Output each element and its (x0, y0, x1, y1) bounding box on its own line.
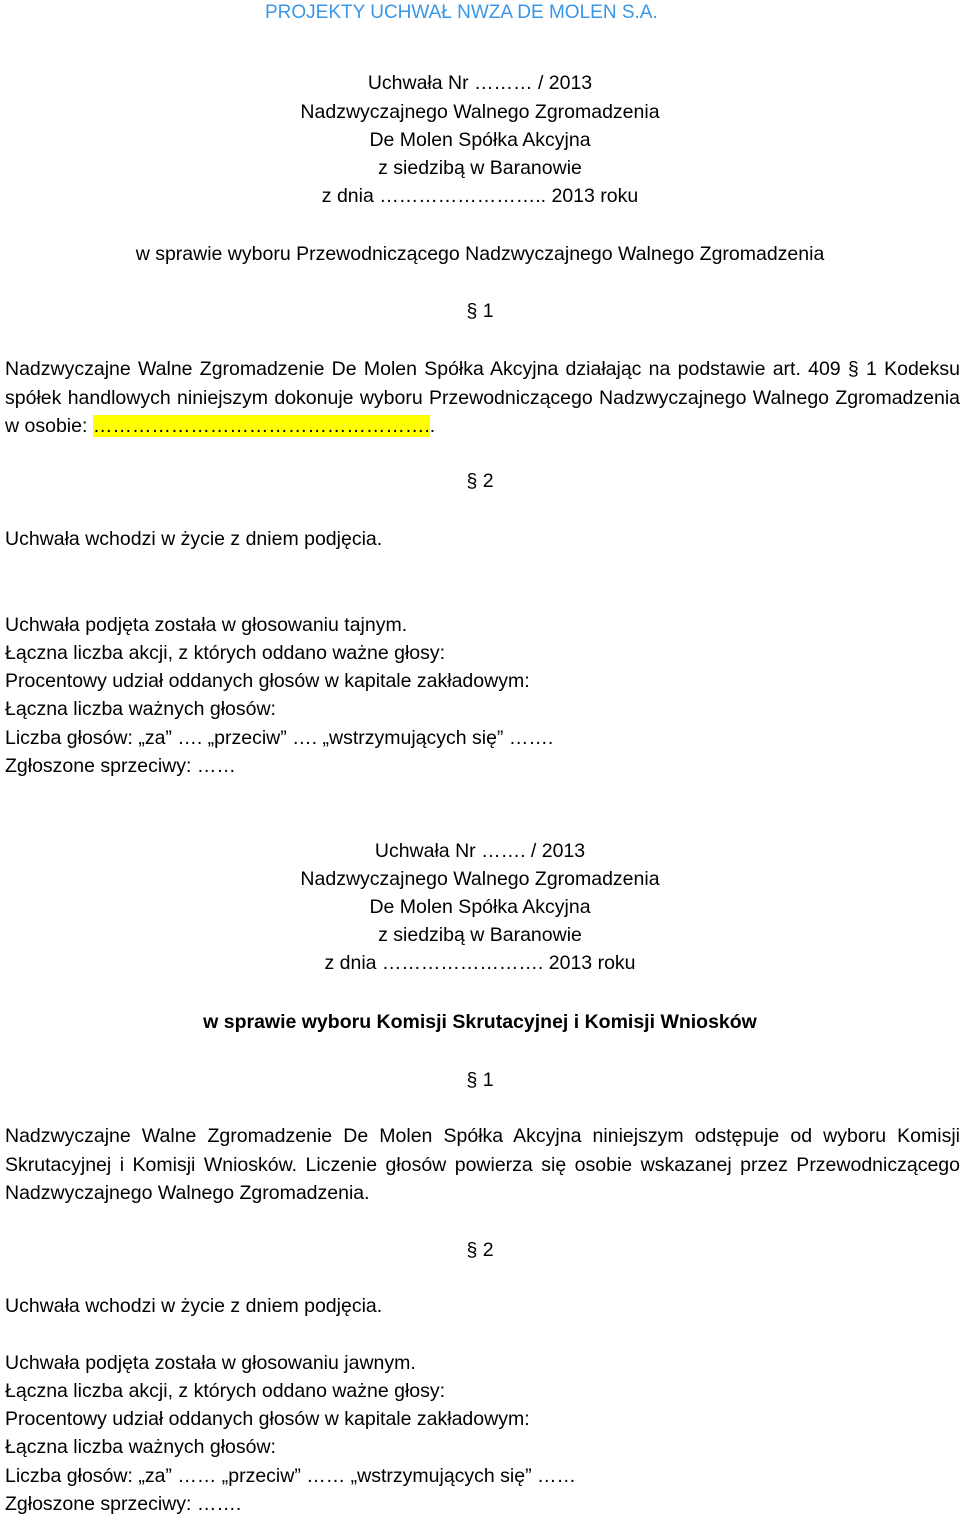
voting-mode: Uchwała podjęta została w głosowaniu tajnym. (5, 614, 408, 636)
vote-counts: Liczba głosów: „za” …… „przeciw” …… „wstrzymujących się” …… (5, 1465, 577, 1487)
resolution-2-number: Uchwała Nr ……. / 2013 (374, 840, 586, 862)
resolution-1-section-1-label: § 1 (466, 300, 494, 322)
total-shares: Łączna liczba akcji, z których oddano ważne głosy: (5, 1380, 446, 1402)
valid-votes: Łączna liczba ważnych głosów: (5, 698, 276, 720)
resolution-1-section-1-body: Nadzwyczajne Walne Zgromadzenie De Molen Spółka Akcyjna działając na podstawie art. 409 § 1 Kodeksu spółek handlowych niniejszym dokonuje wyboru Przewodniczącego Nadzwyczajnego Walnego Zgromadzenia w osobie: (5, 358, 960, 437)
resolution-2-section-1-text: Nadzwyczajne Walne Zgromadzenie De Molen Spółka Akcyjna niniejszym odstępuje od wyboru Komisji Skrutacyjnej i Komisji Wniosków. Liczenie głosów powierza się osobie wskazanej przez Przewodniczącego Nadzwyczajnego Walnego Zgromadzenia. (5, 1125, 960, 1204)
valid-votes: Łączna liczba ważnych głosów: (5, 1436, 276, 1458)
resolution-2-body: Nadzwyczajnego Walnego Zgromadzenia (300, 868, 660, 890)
resolution-1-seat: z siedzibą w Baranowie (378, 157, 582, 179)
resolution-2-seat: z siedzibą w Baranowie (378, 924, 582, 946)
resolution-1-company: De Molen Spółka Akcyjna (369, 129, 591, 151)
page-title: PROJEKTY UCHWAŁ NWZA DE MOLEN S.A. (265, 2, 658, 23)
resolution-2-subject: w sprawie wyboru Komisji Skrutacyjnej i Komisji Wniosków (203, 1011, 757, 1033)
resolution-2-section-2-label: § 2 (466, 1239, 494, 1261)
resolution-1-subject: w sprawie wyboru Przewodniczącego Nadzwyczajnego Walnego Zgromadzenia (135, 243, 825, 265)
resolution-2-company: De Molen Spółka Akcyjna (369, 896, 591, 918)
objections: Zgłoszone sprzeciwy: …… (5, 755, 236, 777)
resolution-2-date: z dnia ……………………. 2013 roku (324, 952, 636, 974)
resolution-1-section-2-label: § 2 (466, 470, 494, 492)
capital-percentage: Procentowy udział oddanych głosów w kapitale zakładowym: (5, 1408, 530, 1430)
resolution-2-section-1-label: § 1 (466, 1069, 494, 1091)
capital-percentage: Procentowy udział oddanych głosów w kapitale zakładowym: (5, 670, 530, 692)
resolution-1-section-2-text: Uchwała wchodzi w życie z dniem podjęcia. (5, 528, 383, 550)
resolution-2-section-2-text: Uchwała wchodzi w życie z dniem podjęcia. (5, 1295, 383, 1317)
objections: Zgłoszone sprzeciwy: ……. (5, 1493, 242, 1515)
resolution-1-body: Nadzwyczajnego Walnego Zgromadzenia (300, 101, 660, 123)
total-shares: Łączna liczba akcji, z których oddano ważne głosy: (5, 642, 446, 664)
voting-mode: Uchwała podjęta została w głosowaniu jawnym. (5, 1352, 416, 1374)
resolution-1-section-1-text (5, 355, 960, 441)
resolution-1-number: Uchwała Nr ……… / 2013 (367, 72, 593, 94)
chairman-name-blank: ……………………………………………. (92, 415, 430, 437)
resolution-1-section-1-end: . (429, 415, 436, 437)
resolution-1-date: z dnia …………………….. 2013 roku (321, 185, 639, 207)
vote-counts: Liczba głosów: „za” …. „przeciw” …. „wstrzymujących się” ……. (5, 727, 554, 749)
